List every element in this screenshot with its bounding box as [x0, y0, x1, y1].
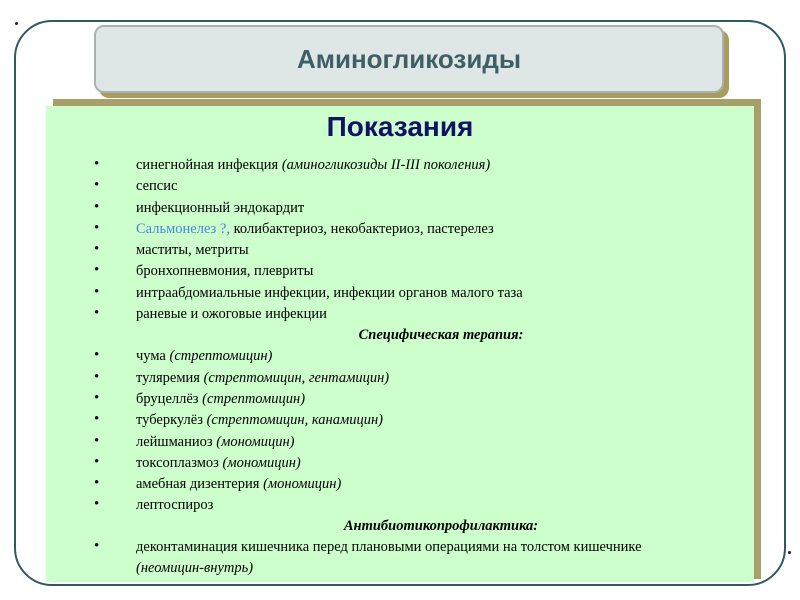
- list-item: [46, 261, 746, 282]
- list-item: [46, 368, 746, 389]
- bullet-icon: •: [94, 241, 100, 257]
- item-text: синегнойная инфекция: [136, 157, 282, 173]
- item-text: маститы, метриты: [136, 242, 249, 258]
- item-note: (аминогликозиды II-III поколения): [281, 157, 491, 173]
- item-text: раневые и ожоговые инфекции: [136, 306, 327, 322]
- bullet-icon: •: [94, 411, 100, 427]
- list-item: [46, 304, 746, 325]
- bullet-icon: •: [94, 262, 100, 278]
- list-item: [46, 432, 746, 453]
- list-item: [46, 410, 746, 431]
- item-text: токсоплазмоз: [136, 455, 223, 471]
- bullet-icon: •: [94, 284, 100, 300]
- item-highlight: Сальмонелез ?,: [136, 221, 230, 237]
- list-item: [46, 453, 746, 474]
- bullet-icon: •: [94, 369, 100, 385]
- bullet-icon: •: [94, 475, 100, 491]
- item-text: туберкулёз: [136, 412, 207, 428]
- bullet-icon: •: [94, 177, 100, 193]
- item-note: (стрептомицин, канамицин): [206, 412, 383, 428]
- list-item: [46, 389, 746, 410]
- list-item: [46, 176, 746, 197]
- item-text: амебная дизентерия: [136, 476, 264, 492]
- item-note: (мономицин): [263, 476, 342, 492]
- item-text: чума: [136, 348, 170, 364]
- bullet-icon: •: [94, 305, 100, 321]
- list-item: [46, 283, 746, 304]
- item-text: колибактериоз, некобактериоз, пастерелез: [229, 221, 494, 237]
- item-text: туляремия: [136, 370, 204, 386]
- item-text: интраабдомиальные инфекции, инфекции органов малого таза: [136, 285, 523, 301]
- item-note: (мономицин): [216, 434, 295, 450]
- item-text: лептоспироз: [136, 497, 214, 513]
- item-text: деконтаминация кишечника перед плановыми операциями на толстом кишечнике: [136, 539, 642, 555]
- item-text: бруцеллёз: [136, 391, 203, 407]
- content-panel: [46, 106, 754, 582]
- item-note: (стрептомицин): [202, 391, 306, 407]
- bullet-icon: •: [94, 347, 100, 363]
- corner-dot-left: [15, 22, 18, 25]
- bullet-icon: •: [94, 538, 100, 554]
- bullet-icon: •: [94, 433, 100, 449]
- header-banner: [94, 25, 724, 93]
- list-item: [46, 240, 746, 261]
- item-text: инфекционный эндокардит: [136, 200, 305, 216]
- item-note: (мономицин): [222, 455, 301, 471]
- list-item: [46, 495, 746, 516]
- item-note: (неомицин-внутрь): [136, 560, 254, 576]
- bullet-icon: •: [94, 454, 100, 470]
- section-heading: Антибиотикопрофилактика:: [343, 518, 539, 534]
- bullet-icon: •: [94, 220, 100, 236]
- list-item: [46, 219, 746, 240]
- item-text: сепсис: [136, 178, 178, 194]
- header-title: Аминогликозиды: [296, 43, 522, 74]
- list-item: [46, 346, 746, 367]
- corner-dot-right: [788, 551, 791, 554]
- list-item: [46, 155, 746, 176]
- item-text: лейшманиоз: [136, 434, 217, 450]
- item-note: (стрептомицин, гентамицин): [203, 370, 390, 386]
- section-heading: Специфическая терапия:: [358, 327, 524, 343]
- list-item: [46, 474, 746, 495]
- content-title: Показания: [326, 111, 474, 142]
- list-item: [46, 537, 746, 579]
- bullet-icon: •: [94, 496, 100, 512]
- item-note: (стрептомицин): [169, 348, 273, 364]
- bullet-icon: •: [94, 390, 100, 406]
- bullet-icon: •: [94, 156, 100, 172]
- bullet-icon: •: [94, 199, 100, 215]
- item-text: бронхопневмония, плевриты: [136, 263, 314, 279]
- list-item: [46, 198, 746, 219]
